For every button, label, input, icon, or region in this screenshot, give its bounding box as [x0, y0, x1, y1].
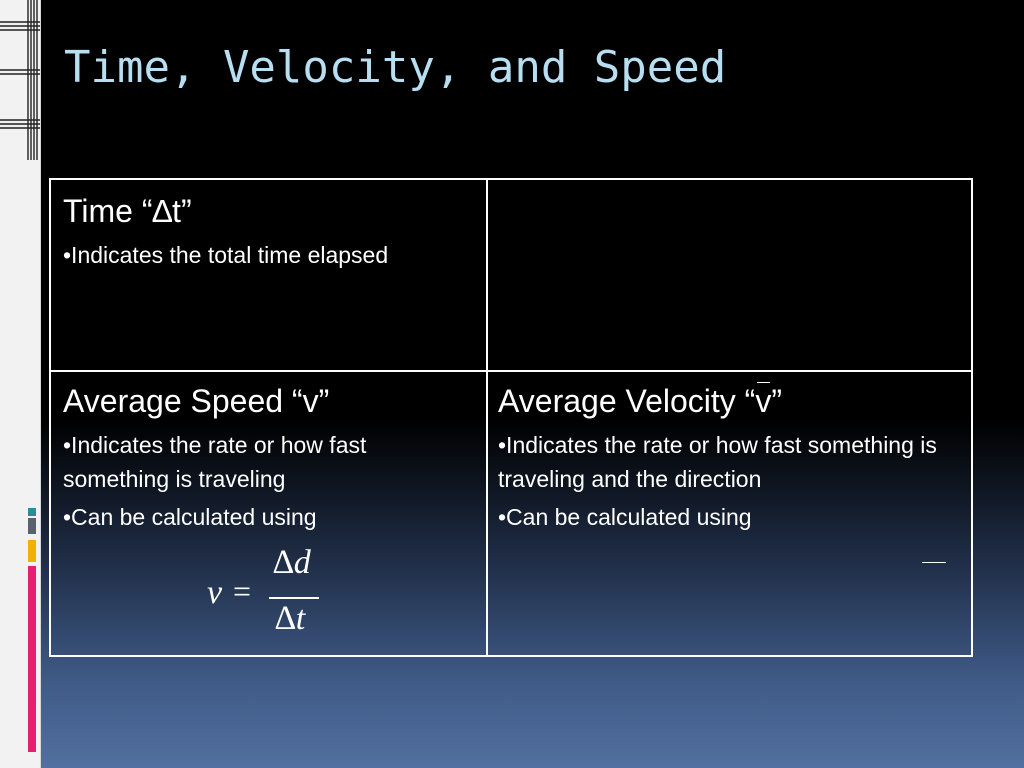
cell-time-heading: Time “∆t”: [63, 193, 192, 229]
accent-bar-pink: [28, 566, 36, 752]
cell-speed-bullet-1: •Indicates the rate or how fast something is traveling: [63, 432, 367, 492]
cell-average-speed: [51, 372, 488, 655]
cell-empty: [488, 180, 971, 372]
velocity-symbol-vector: v: [755, 383, 772, 419]
cell-speed-bullet-2: •Can be calculated using: [63, 504, 317, 530]
cell-time-bullet-1: •Indicates the total time elapsed: [63, 242, 389, 268]
formula-equals: =: [233, 573, 252, 609]
cell-velocity-bullet-2: •Can be calculated using: [498, 504, 752, 530]
velocity-heading-prefix: Average Velocity “: [498, 383, 756, 419]
formula-lhs: v: [207, 574, 223, 611]
concept-table: [49, 178, 973, 657]
cell-time: [51, 180, 488, 372]
cell-average-velocity: [488, 372, 971, 655]
cell-velocity-heading: [498, 382, 959, 420]
velocity-formula-placeholder-dash: [922, 562, 946, 563]
cell-velocity-bullet-1: •Indicates the rate or how fast something is traveling and the direction: [498, 432, 937, 492]
accent-bar-teal: [28, 508, 36, 516]
formula-denominator: ∆t: [275, 600, 306, 637]
slide-title: Time, Velocity, and Speed: [64, 42, 727, 93]
accent-bar-gray: [28, 518, 36, 534]
decorative-lines: [0, 0, 40, 160]
formula-numerator: ∆d: [273, 544, 311, 581]
velocity-heading-suffix: ”: [771, 383, 782, 419]
formula-fraction-bar: [269, 597, 319, 599]
cell-speed-heading: Average Speed “v”: [63, 383, 330, 419]
speed-formula: [207, 544, 327, 640]
left-sidebar-decoration: [0, 0, 41, 768]
accent-bar-yellow: [28, 540, 36, 562]
